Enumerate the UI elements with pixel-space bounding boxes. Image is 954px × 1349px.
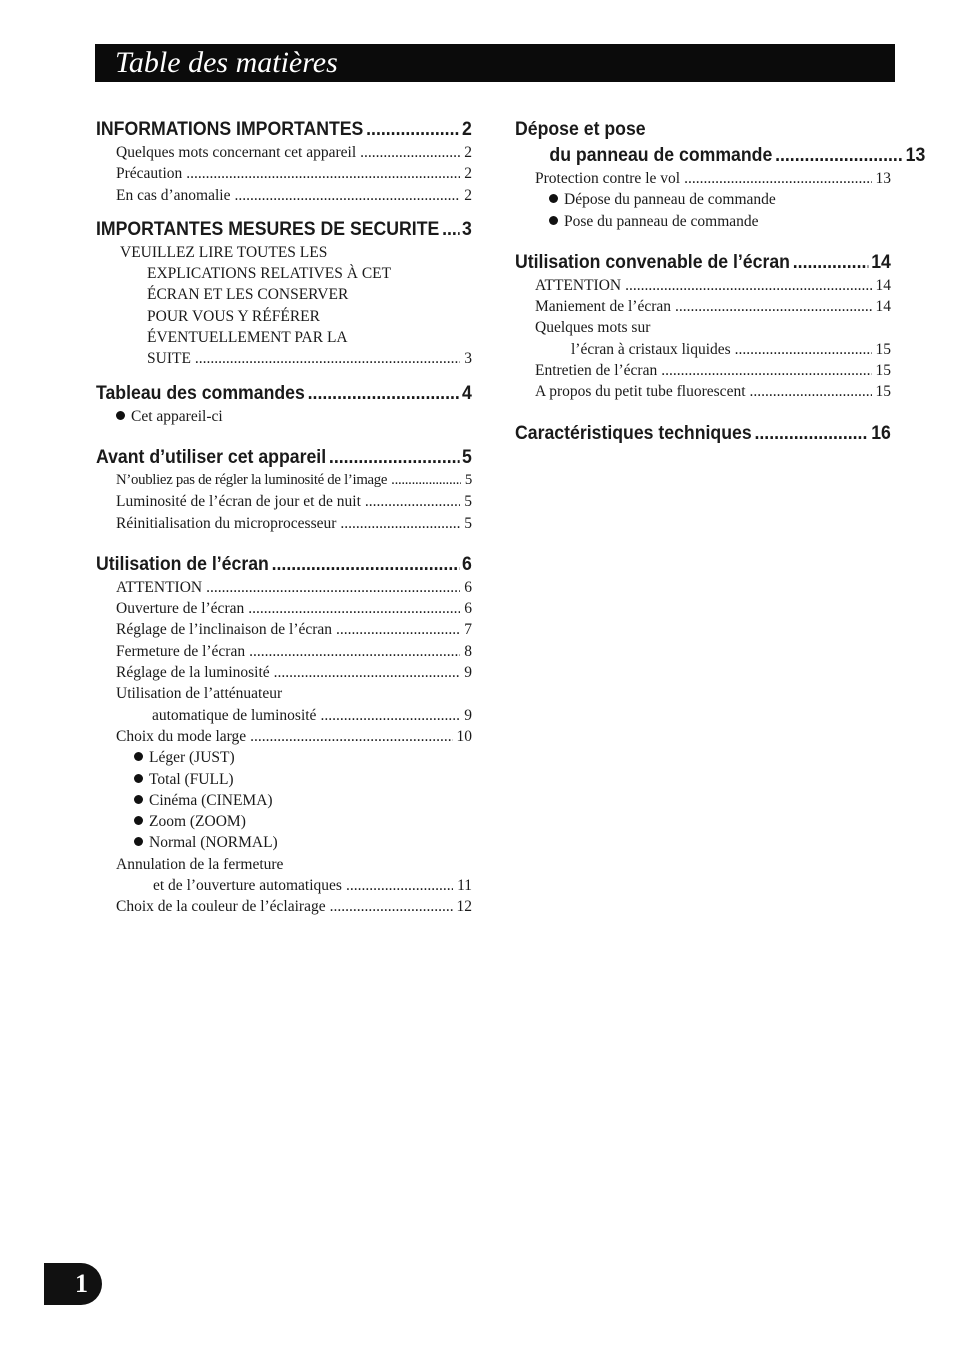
toc-heading[interactable]: Tableau des commandes ..... 4: [96, 382, 472, 406]
toc-heading-line: Dépose et pose: [515, 119, 646, 140]
toc-entry[interactable]: Réglage de la luminosité ..... 9: [96, 662, 472, 683]
toc-bullet: Cet appareil-ci: [96, 406, 472, 427]
toc-section-utilisation-convenable: [515, 251, 891, 403]
toc-entry[interactable]: Choix du mode large ..... 10: [96, 726, 472, 747]
toc-heading[interactable]: INFORMATIONS IMPORTANTES ..... 2: [96, 118, 472, 142]
toc-entry[interactable]: Réinitialisation du microprocesseur ..... 5: [96, 513, 472, 534]
toc-entry[interactable]: Ouverture de l’écran ..... 6: [96, 598, 472, 619]
toc-entry[interactable]: Quelques mots concernant cet appareil ..... 2: [96, 142, 472, 163]
toc-entry: EXPLICATIONS RELATIVES À CET: [147, 265, 392, 283]
toc-heading[interactable]: Utilisation convenable de l’écran ..... 14: [515, 251, 891, 275]
toc-left-column: [96, 118, 472, 918]
toc-entry[interactable]: Choix de la couleur de l’éclairage ..... 12: [96, 896, 472, 917]
page-number-tab: [44, 1263, 102, 1305]
toc-entry[interactable]: Luminosité de l’écran de jour et de nuit ..... 5: [96, 491, 472, 512]
toc-entry[interactable]: Protection contre le vol ..... 13: [515, 168, 891, 189]
toc-entry: ÉCRAN ET LES CONSERVER: [147, 286, 349, 304]
toc-bullet: Total (FULL): [96, 769, 472, 790]
toc-right-column: [515, 118, 926, 446]
toc-entry: VEUILLEZ LIRE TOUTES LES: [120, 243, 328, 261]
toc-entry: Quelques mots sur: [535, 319, 651, 337]
toc-entry: Annulation de la fermeture: [116, 855, 284, 873]
toc-entry[interactable]: Entretien de l’écran ..... 15: [515, 360, 891, 381]
toc-bullet: Pose du panneau de commande: [515, 211, 891, 232]
toc-entry[interactable]: Précaution ..... 2: [96, 163, 472, 184]
toc-entry: POUR VOUS Y RÉFÉRER: [147, 307, 320, 325]
toc-bullet: Normal (NORMAL): [96, 832, 472, 853]
page-title: Table des matières: [115, 46, 338, 79]
toc-heading[interactable]: Avant d’utiliser cet appareil ..... 5: [96, 446, 472, 470]
toc-entry[interactable]: ATTENTION ..... 6: [96, 577, 472, 598]
toc-section-securite: [96, 218, 472, 370]
toc-bullet: Léger (JUST): [96, 747, 472, 768]
toc-heading[interactable]: Caractéristiques techniques ..... 16: [515, 422, 891, 446]
toc-entry[interactable]: et de l’ouverture automatiques ..... 11: [96, 875, 472, 896]
bullet-icon: [134, 774, 143, 783]
bullet-icon: [549, 216, 558, 225]
toc-section-depose: [515, 118, 926, 232]
title-banner: [95, 44, 895, 82]
toc-heading[interactable]: Utilisation de l’écran ..... 6: [96, 553, 472, 577]
toc-section-utilisation: [96, 553, 472, 918]
bullet-icon: [134, 795, 143, 804]
toc-entry: ÉVENTUELLEMENT PAR LA: [147, 329, 348, 347]
toc-entry[interactable]: Fermeture de l’écran ..... 8: [96, 641, 472, 662]
toc-heading[interactable]: IMPORTANTES MESURES DE SECURITE ..... 3: [96, 218, 472, 242]
toc-entry[interactable]: SUITE ..... 3: [96, 348, 472, 369]
bullet-icon: [116, 411, 125, 420]
page-number: 1: [75, 1269, 88, 1298]
toc-bullet: Dépose du panneau de commande: [515, 189, 891, 210]
bullet-icon: [134, 816, 143, 825]
toc-bullet: Cinéma (CINEMA): [96, 790, 472, 811]
toc-entry[interactable]: Réglage de l’inclinaison de l’écran ..... 7: [96, 619, 472, 640]
toc-entry[interactable]: automatique de luminosité ..... 9: [96, 705, 472, 726]
toc-section-caracteristiques: [515, 422, 891, 446]
toc-entry: Utilisation de l’atténuateur: [116, 685, 283, 703]
toc-entry[interactable]: Maniement de l’écran ..... 14: [515, 296, 891, 317]
toc-entry[interactable]: N’oubliez pas de régler la luminosité de l’image ..... 5: [96, 470, 472, 491]
toc-bullet: Zoom (ZOOM): [96, 811, 472, 832]
toc-entry[interactable]: ATTENTION ..... 14: [515, 275, 891, 296]
toc-entry[interactable]: A propos du petit tube fluorescent ..... 15: [515, 381, 891, 402]
bullet-icon: [549, 194, 558, 203]
toc-section-tableau: [96, 382, 472, 427]
bullet-icon: [134, 837, 143, 846]
toc-entry[interactable]: l’écran à cristaux liquides ..... 15: [515, 339, 891, 360]
toc-heading[interactable]: du panneau de commande ..... 13: [515, 144, 925, 168]
toc-section-informations: [96, 118, 472, 206]
toc-section-avant: [96, 446, 472, 534]
bullet-icon: [134, 752, 143, 761]
toc-entry[interactable]: En cas d’anomalie ..... 2: [96, 185, 472, 206]
